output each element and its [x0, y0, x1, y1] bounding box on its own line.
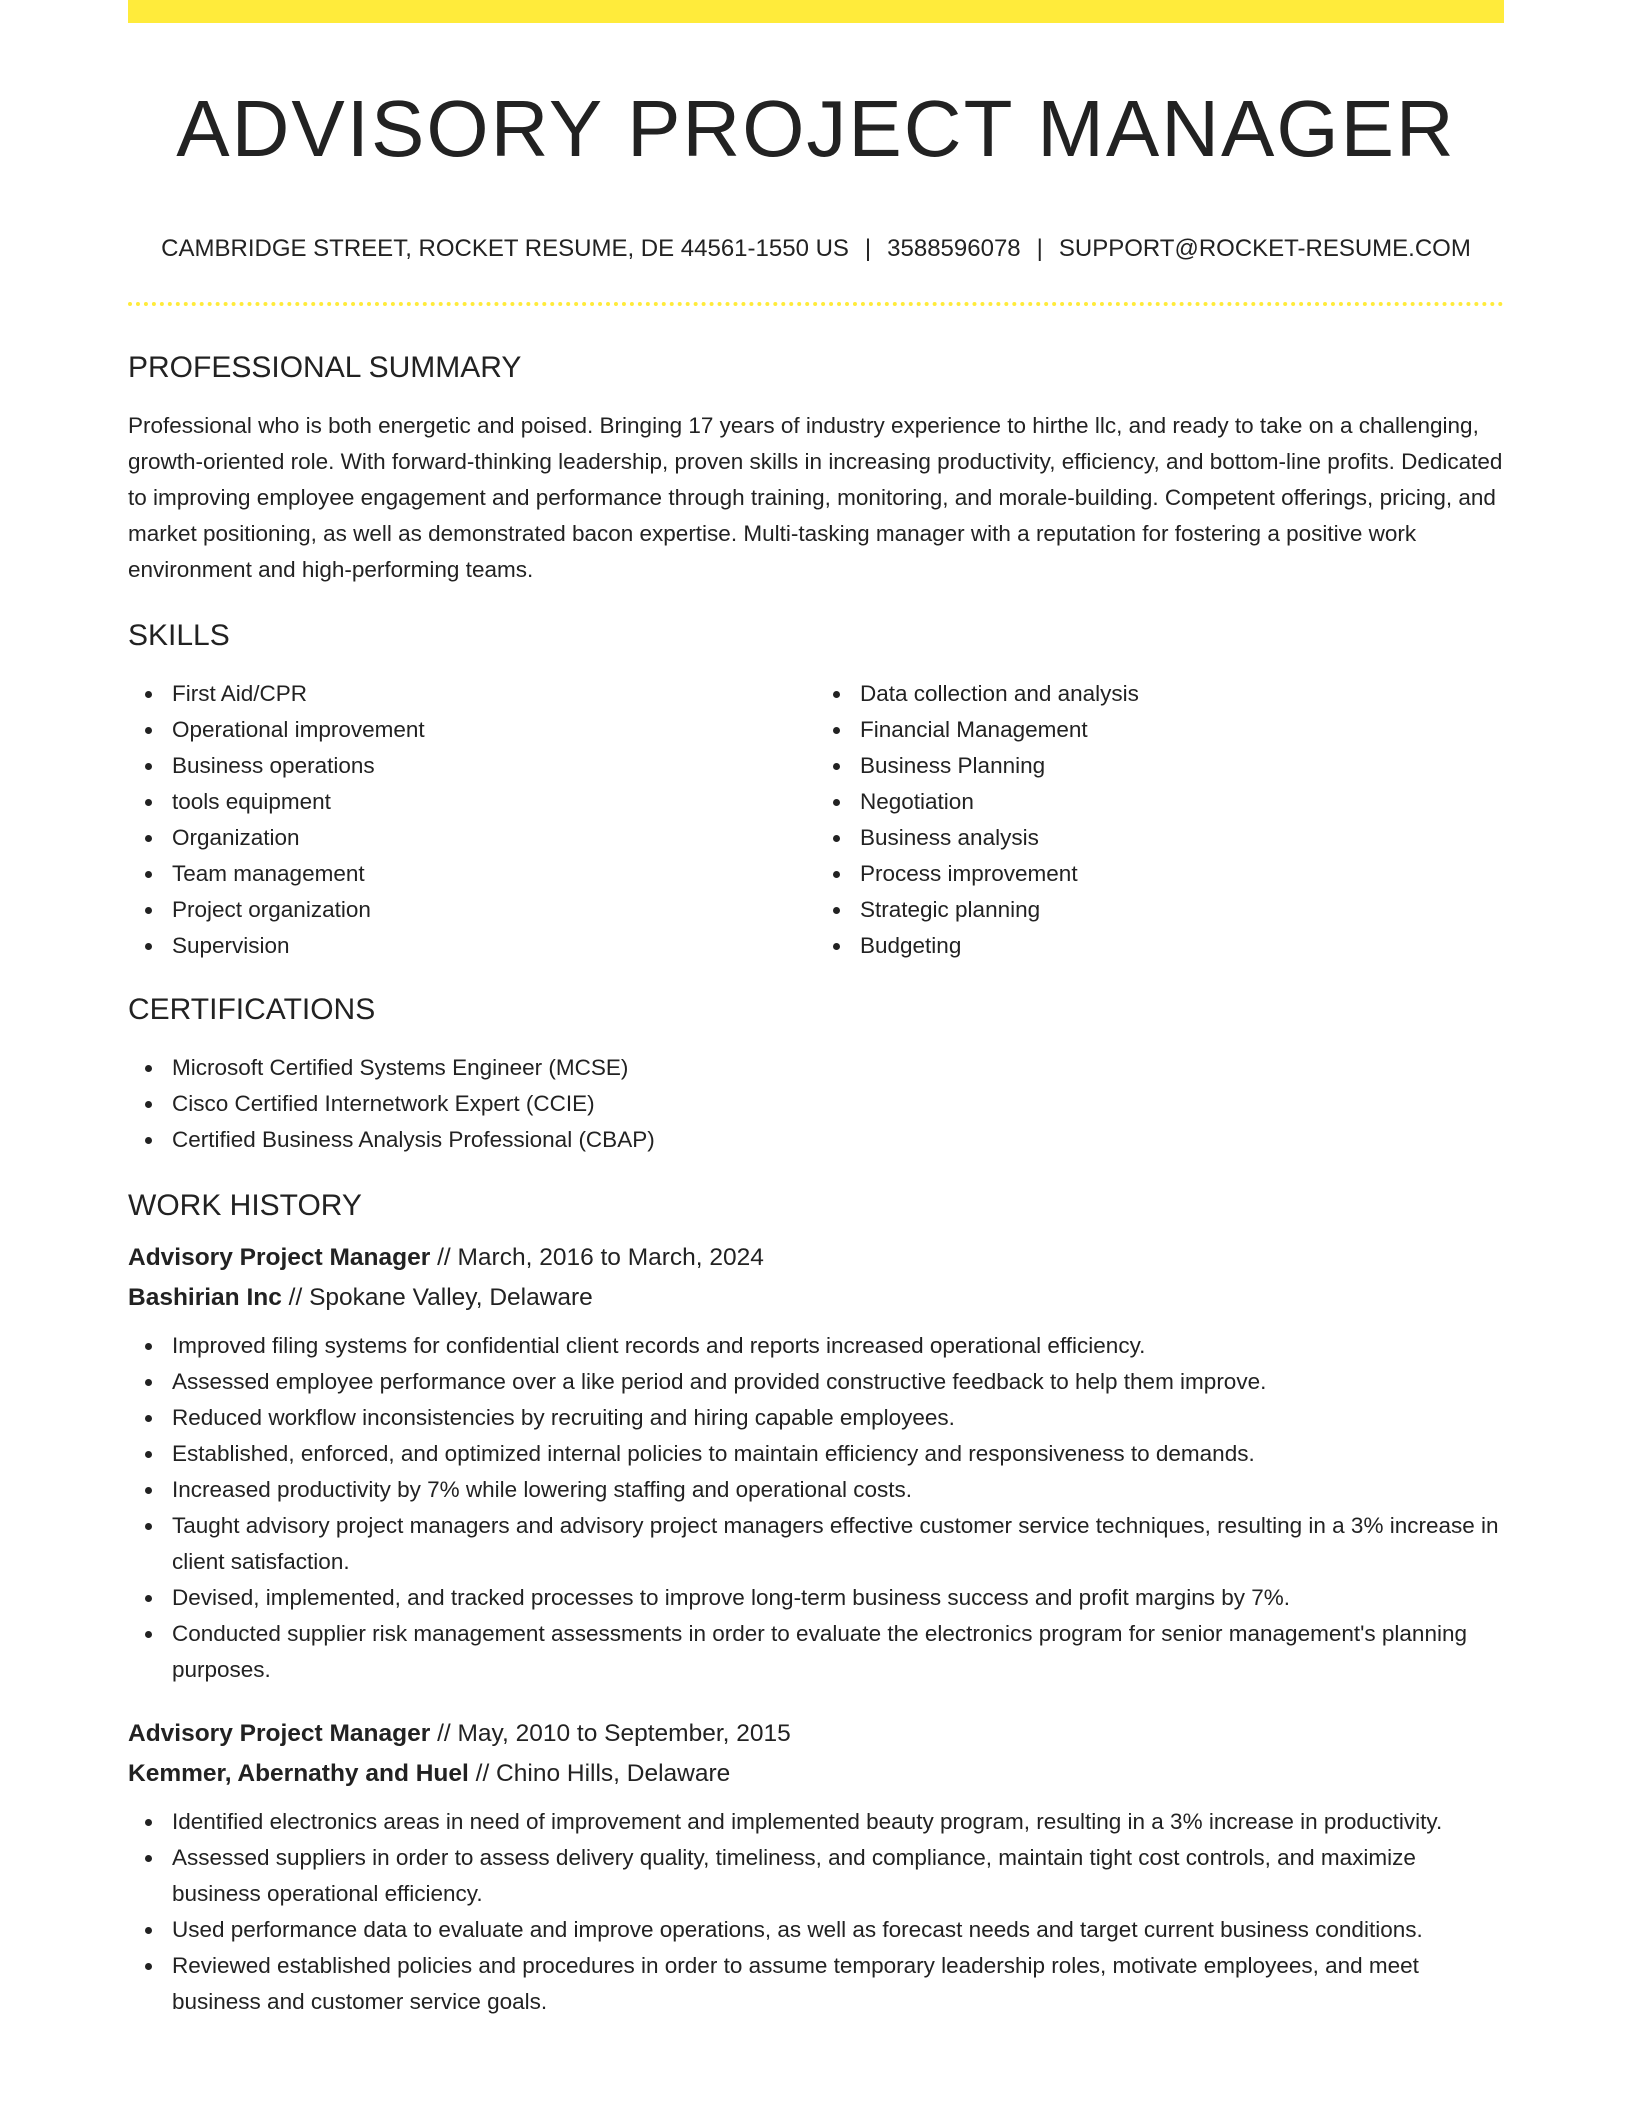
contact-phone: 3588596078 [887, 235, 1021, 262]
job-bullet: Devised, implemented, and tracked processes to improve long-term business success and profit margins by 7%. [172, 1580, 1504, 1616]
summary-text: Professional who is both energetic and poised. Bringing 17 years of industry experience to hirthe llc, and ready to take on a challenging, growth-oriented role. With forward-thinking leadership, proven skills in increasing productivity, efficiency, and bottom-line profits. Dedicated to improving employee engagement and performance through training, monitoring, and morale-building. Competent offerings, pricing, and market positioning, as well as demonstrated bacon expertise. Multi-tasking manager with a reputation for fostering a positive work environment and high-performing teams. [128, 412, 1503, 582]
skills-list-left [128, 676, 816, 964]
skill-item: tools equipment [172, 784, 816, 820]
skills-list-right [816, 676, 1504, 964]
skill-item: Project organization [172, 892, 816, 928]
job-bullet: Reviewed established policies and procedures in order to assume temporary leadership roles, motivate employees, and meet business and customer service goals. [172, 1948, 1504, 2020]
skill-item: Business analysis [860, 820, 1504, 856]
job-bullet: Improved filing systems for confidential client records and reports increased operational efficiency. [172, 1328, 1504, 1364]
certification-item: Certified Business Analysis Professional (CBAP) [172, 1122, 1504, 1158]
certifications-heading: CERTIFICATIONS [128, 992, 376, 1026]
certification-item: Cisco Certified Internetwork Expert (CCIE) [172, 1086, 1504, 1122]
job-bullet: Identified electronics areas in need of improvement and implemented beauty program, resulting in a 3% increase in productivity. [172, 1804, 1504, 1840]
skill-item: Negotiation [860, 784, 1504, 820]
skill-item: Organization [172, 820, 816, 856]
job-bullet: Used performance data to evaluate and improve operations, as well as forecast needs and target current business conditions. [172, 1912, 1504, 1948]
contact-line [128, 235, 1504, 264]
job-title-line [128, 1238, 1504, 1278]
skill-item: Budgeting [860, 928, 1504, 964]
dotted-divider [128, 302, 1504, 306]
job-dates: // March, 2016 to March, 2024 [430, 1243, 764, 1271]
job-company: Bashirian Inc [128, 1283, 282, 1311]
job-location: // Spokane Valley, Delaware [281, 1283, 593, 1311]
accent-bar [128, 0, 1504, 23]
skill-item: Financial Management [860, 712, 1504, 748]
job-bullet: Reduced workflow inconsistencies by recruiting and hiring capable employees. [172, 1400, 1504, 1436]
job-company: Kemmer, Abernathy and Huel [128, 1759, 469, 1787]
skill-item: Data collection and analysis [860, 676, 1504, 712]
job-bullet: Assessed suppliers in order to assess delivery quality, timeliness, and compliance, maintain tight cost controls, and maximize business operational efficiency. [172, 1840, 1504, 1912]
skills-columns [128, 676, 1504, 964]
skill-item: Business Planning [860, 748, 1504, 784]
skill-item: Team management [172, 856, 816, 892]
job-bullet: Increased productivity by 7% while lowering staffing and operational costs. [172, 1472, 1504, 1508]
resume-name: ADVISORY PROJECT MANAGER [176, 84, 1456, 173]
skill-item: Strategic planning [860, 892, 1504, 928]
skill-item: Business operations [172, 748, 816, 784]
job-bullet: Taught advisory project managers and advisory project managers effective customer service techniques, resulting in a 3% increase in client satisfaction. [172, 1508, 1504, 1580]
job-bullet: Conducted supplier risk management assessments in order to evaluate the electronics program for senior management's planning purposes. [172, 1616, 1504, 1688]
resume-content [128, 23, 1504, 2020]
job-company-line [128, 1278, 1504, 1318]
job-role: Advisory Project Manager [128, 1243, 431, 1271]
job-bullets [128, 1328, 1504, 1688]
job-role: Advisory Project Manager [128, 1719, 431, 1747]
certification-item: Microsoft Certified Systems Engineer (MCSE) [172, 1050, 1504, 1086]
skills-heading: SKILLS [128, 618, 230, 652]
skill-item: Operational improvement [172, 712, 816, 748]
work-history-heading: WORK HISTORY [128, 1188, 362, 1222]
skill-item: First Aid/CPR [172, 676, 816, 712]
job-bullet: Assessed employee performance over a like period and provided constructive feedback to help them improve. [172, 1364, 1504, 1400]
skill-item: Supervision [172, 928, 816, 964]
job-company-line [128, 1754, 1504, 1794]
job-title-line [128, 1714, 1504, 1754]
job-bullets [128, 1804, 1504, 2020]
contact-separator: | [864, 235, 872, 262]
job-location: // Chino Hills, Delaware [468, 1759, 731, 1787]
contact-separator: | [1036, 235, 1043, 262]
contact-address: CAMBRIDGE STREET, ROCKET RESUME, DE 44561-1550 US [161, 235, 849, 262]
summary-heading: PROFESSIONAL SUMMARY [128, 350, 522, 384]
job-entry [128, 1238, 1504, 1688]
job-dates: // May, 2010 to September, 2015 [430, 1719, 791, 1747]
certifications-list [128, 1050, 1504, 1158]
job-bullet: Established, enforced, and optimized internal policies to maintain efficiency and responsiveness to demands. [172, 1436, 1504, 1472]
skill-item: Process improvement [860, 856, 1504, 892]
job-entry [128, 1714, 1504, 2020]
contact-email: SUPPORT@ROCKET-RESUME.COM [1058, 235, 1471, 262]
